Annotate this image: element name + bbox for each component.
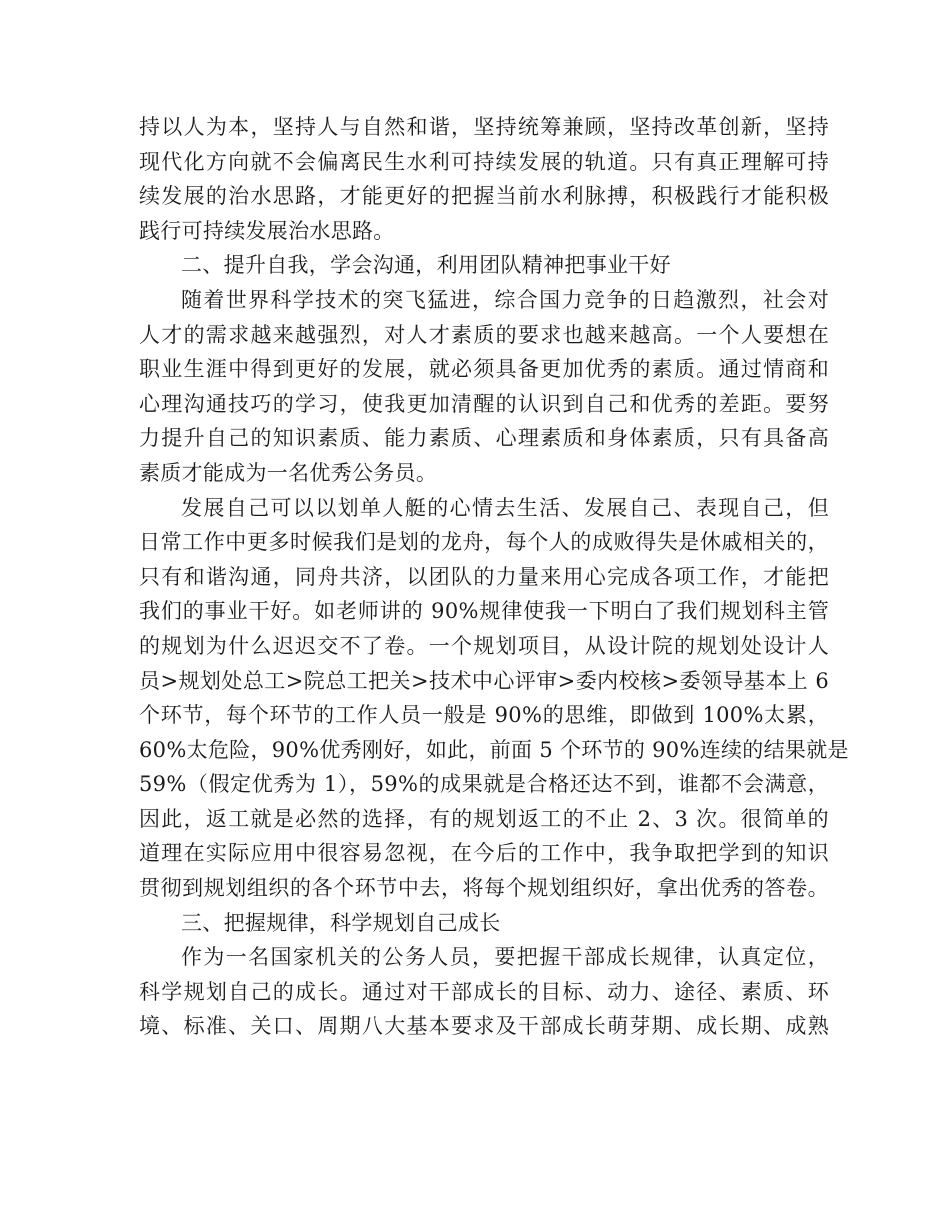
text-line: 贯彻到规划组织的各个环节中去，将每个规划组织好，拿出优秀的答卷。 xyxy=(139,876,829,901)
text-line: 因此，返工就是必然的选择，有的规划返工的不止 2、3 次。很简单的 xyxy=(139,806,829,831)
text-line: 二、提升自我，学会沟通，利用团队精神把事业干好 xyxy=(181,253,671,278)
text-line: 职业生涯中得到更好的发展，就必须具备更加优秀的素质。通过情商和 xyxy=(139,357,829,382)
text-line: 续发展的治水思路，才能更好的把握当前水利脉搏，积极践行才能积极 xyxy=(139,184,829,209)
text-line: 个环节，每个环节的工作人员一般是 90%的思维，即做到 100%太累， xyxy=(139,703,829,728)
text-line: 践行可持续发展治水思路。 xyxy=(139,218,395,243)
text-line: 作为一名国家机关的公务人员，要把握干部成长规律，认真定位， xyxy=(181,945,829,970)
text-line: 道理在实际应用中很容易忽视，在今后的工作中，我争取把学到的知识 xyxy=(139,841,829,866)
text-line: 我们的事业干好。如老师讲的 90%规律使我一下明白了我们规划科主管 xyxy=(139,599,829,624)
text-line: 力提升自己的知识素质、能力素质、心理素质和身体素质，只有具备高 xyxy=(139,426,829,451)
text-line: 日常工作中更多时候我们是划的龙舟，每个人的成败得失是休戚相关的， xyxy=(139,530,829,555)
text-line: 心理沟通技巧的学习，使我更加清醒的认识到自己和优秀的差距。要努 xyxy=(139,391,829,416)
text-line: 只有和谐沟通，同舟共济，以团队的力量来用心完成各项工作，才能把 xyxy=(139,564,829,589)
text-line: 三、把握规律，科学规划自己成长 xyxy=(181,910,501,935)
document-body xyxy=(139,110,849,1044)
text-line: 随着世界科学技术的突飞猛进，综合国力竞争的日趋激烈，社会对 xyxy=(181,287,829,312)
text-line: 60%太危险，90%优秀刚好，如此，前面 5 个环节的 90%连续的结果就是 xyxy=(139,737,849,762)
text-line: 现代化方向就不会偏离民生水利可持续发展的轨道。只有真正理解可持 xyxy=(139,149,829,174)
text-line: 境、标准、关口、周期八大基本要求及干部成长萌芽期、成长期、成熟 xyxy=(139,1014,829,1039)
text-line: 的规划为什么迟迟交不了卷。一个规划项目，从设计院的规划处设计人 xyxy=(139,633,829,658)
text-line: 科学规划自己的成长。通过对干部成长的目标、动力、途径、素质、环 xyxy=(139,979,829,1004)
text-line: 素质才能成为一名优秀公务员。 xyxy=(139,460,438,485)
text-line: 人才的需求越来越强烈，对人才素质的要求也越来越高。一个人要想在 xyxy=(139,322,829,347)
text-line: 持以人为本，坚持人与自然和谐，坚持统筹兼顾，坚持改革创新，坚持 xyxy=(139,115,829,139)
text-line: 员>规划处总工>院总工把关>技术中心评审>委内校核>委领导基本上 6 xyxy=(139,668,829,693)
text-line: 59%（假定优秀为 1），59%的成果就是合格还达不到，谁都不会满意， xyxy=(139,772,829,797)
text-line: 发展自己可以以划单人艇的心情去生活、发展自己、表现自己，但 xyxy=(181,495,829,520)
